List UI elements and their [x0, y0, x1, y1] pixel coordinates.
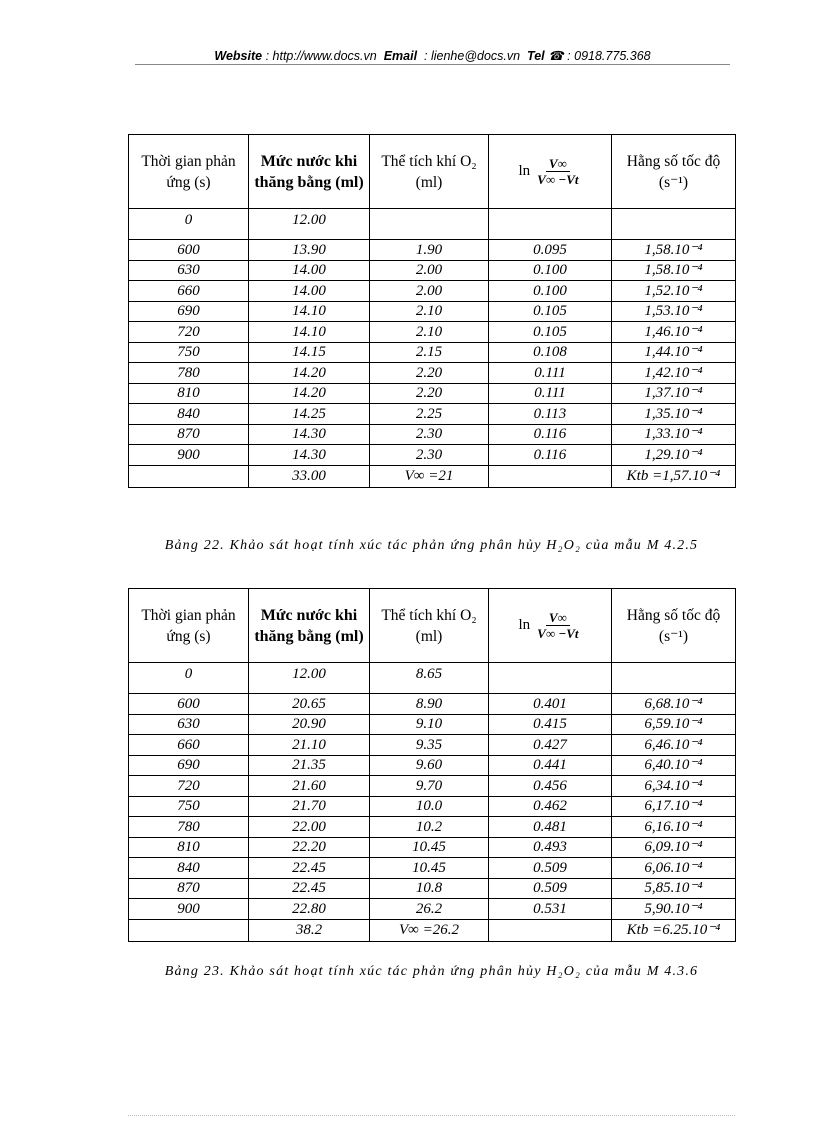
cell: 22.00 [249, 817, 370, 838]
cell [489, 209, 612, 240]
cell: 720 [129, 776, 249, 797]
cell: 810 [129, 837, 249, 858]
cell: 0.116 [489, 445, 612, 466]
cell: 2.10 [370, 301, 489, 322]
cell: 2.00 [370, 281, 489, 302]
table-row [129, 281, 736, 302]
cell: 6,59.10⁻⁴ [612, 714, 736, 735]
cell: 14.15 [249, 342, 370, 363]
cell: 8.90 [370, 694, 489, 715]
cell: 9.10 [370, 714, 489, 735]
cell: 1,58.10⁻⁴ [612, 240, 736, 261]
cell: 0.111 [489, 363, 612, 384]
cell: 10.8 [370, 878, 489, 899]
cell: 840 [129, 404, 249, 425]
header-gas-volume: Thể tích khí O₂ (ml) [370, 135, 489, 209]
cell: 0.100 [489, 260, 612, 281]
cell: 9.60 [370, 755, 489, 776]
table-row [129, 445, 736, 466]
cell: 0.456 [489, 776, 612, 797]
cell: 6,46.10⁻⁴ [612, 735, 736, 756]
cell: 14.25 [249, 404, 370, 425]
cell: 9.70 [370, 776, 489, 797]
cell: 13.90 [249, 240, 370, 261]
cell: 20.90 [249, 714, 370, 735]
table-row [129, 714, 736, 735]
table-row [129, 322, 736, 343]
cell [612, 663, 736, 694]
table-row [129, 240, 736, 261]
cell: 0.105 [489, 322, 612, 343]
cell: 2.00 [370, 260, 489, 281]
cell: 1,53.10⁻⁴ [612, 301, 736, 322]
cell: 0 [129, 663, 249, 694]
cell: Ktb =6.25.10⁻⁴ [612, 919, 736, 941]
table-row-summary [129, 919, 736, 941]
table-row [129, 735, 736, 756]
cell: 660 [129, 735, 249, 756]
cell [489, 465, 612, 487]
cell: 870 [129, 878, 249, 899]
cell: 14.20 [249, 363, 370, 384]
cell: 22.80 [249, 899, 370, 920]
cell: 12.00 [249, 209, 370, 240]
table-row [129, 796, 736, 817]
cell: 12.00 [249, 663, 370, 694]
cell: 630 [129, 714, 249, 735]
header-time: Thời gian phản ứng (s) [129, 589, 249, 663]
cell: 0.462 [489, 796, 612, 817]
email-address[interactable]: : lienhe@docs.vn [424, 49, 521, 63]
ln-prefix: ln [518, 163, 531, 179]
cell: 0 [129, 209, 249, 240]
cell: 10.0 [370, 796, 489, 817]
cell: 21.35 [249, 755, 370, 776]
cell: 0.509 [489, 858, 612, 879]
header-time: Thời gian phản ứng (s) [129, 135, 249, 209]
table-row [129, 837, 736, 858]
cell: 6,34.10⁻⁴ [612, 776, 736, 797]
table-row [129, 694, 736, 715]
cell: 1,42.10⁻⁴ [612, 363, 736, 384]
cell [489, 919, 612, 941]
cell: 750 [129, 342, 249, 363]
cell [370, 209, 489, 240]
website-label: Website [214, 49, 263, 63]
table-row-initial [129, 209, 736, 240]
table-row [129, 858, 736, 879]
cell: 1,44.10⁻⁴ [612, 342, 736, 363]
cell: 38.2 [249, 919, 370, 941]
cell [129, 919, 249, 941]
table-row-summary [129, 465, 736, 487]
table-23-caption: Bảng 23. Khảo sát hoạt tính xúc tác phản ứng phân hủy H₂O₂ của mẫu M 4.3.6 [164, 964, 699, 979]
cell: 0.481 [489, 817, 612, 838]
header-rate-constant: Hằng số tốc độ (s⁻¹) [612, 135, 736, 209]
cell: 600 [129, 240, 249, 261]
cell: 0.111 [489, 383, 612, 404]
cell: 1,52.10⁻⁴ [612, 281, 736, 302]
cell: 10.2 [370, 817, 489, 838]
cell: 780 [129, 817, 249, 838]
cell: 22.45 [249, 858, 370, 879]
table-row [129, 363, 736, 384]
cell [129, 465, 249, 487]
header-ln-ratio [489, 135, 612, 209]
header-water-level: Mức nước khi thăng bằng (ml) [249, 589, 370, 663]
cell: 630 [129, 260, 249, 281]
cell: 14.00 [249, 260, 370, 281]
cell: 6,16.10⁻⁴ [612, 817, 736, 838]
cell: 1.90 [370, 240, 489, 261]
cell: 2.20 [370, 383, 489, 404]
tel-number: ☎ : 0918.775.368 [548, 49, 651, 63]
cell: 6,68.10⁻⁴ [612, 694, 736, 715]
cell: 22.45 [249, 878, 370, 899]
table-row-initial [129, 663, 736, 694]
cell: 1,33.10⁻⁴ [612, 424, 736, 445]
table-header-row [129, 135, 736, 209]
cell: 1,46.10⁻⁴ [612, 322, 736, 343]
header-gas-volume: Thể tích khí O₂ (ml) [370, 589, 489, 663]
cell: 600 [129, 694, 249, 715]
cell: 1,58.10⁻⁴ [612, 260, 736, 281]
cell [489, 663, 612, 694]
table-23 [128, 588, 736, 942]
cell: 14.20 [249, 383, 370, 404]
table-row [129, 424, 736, 445]
cell: 20.65 [249, 694, 370, 715]
table-header-row [129, 589, 736, 663]
table-row [129, 899, 736, 920]
cell: 10.45 [370, 858, 489, 879]
table-row [129, 878, 736, 899]
cell: 0.531 [489, 899, 612, 920]
header-rate-constant: Hằng số tốc độ (s⁻¹) [612, 589, 736, 663]
page-bottom-divider [128, 1115, 735, 1116]
cell: 6,06.10⁻⁴ [612, 858, 736, 879]
cell: 0.095 [489, 240, 612, 261]
cell: 0.116 [489, 424, 612, 445]
header-ln-ratio [489, 589, 612, 663]
cell: 6,40.10⁻⁴ [612, 755, 736, 776]
cell: 870 [129, 424, 249, 445]
cell: 0.415 [489, 714, 612, 735]
cell: 14.10 [249, 301, 370, 322]
cell: 21.10 [249, 735, 370, 756]
header-divider [135, 64, 730, 65]
cell: 8.65 [370, 663, 489, 694]
website-url[interactable]: : http://www.docs.vn [265, 49, 377, 63]
cell: 5,90.10⁻⁴ [612, 899, 736, 920]
table-row [129, 404, 736, 425]
ln-prefix: ln [518, 617, 531, 633]
cell: 9.35 [370, 735, 489, 756]
cell: 900 [129, 445, 249, 466]
table-22-caption: Bảng 22. Khảo sát hoạt tính xúc tác phản ứng phân hủy H₂O₂ của mẫu M 4.2.5 [164, 538, 699, 553]
table-22 [128, 134, 736, 488]
cell: 1,37.10⁻⁴ [612, 383, 736, 404]
cell: 21.70 [249, 796, 370, 817]
table-row [129, 817, 736, 838]
cell: 690 [129, 301, 249, 322]
cell: 750 [129, 796, 249, 817]
cell: V∞ =26.2 [370, 919, 489, 941]
cell: 840 [129, 858, 249, 879]
cell: 26.2 [370, 899, 489, 920]
cell: 900 [129, 899, 249, 920]
cell: 2.10 [370, 322, 489, 343]
cell: 33.00 [249, 465, 370, 487]
cell: 0.401 [489, 694, 612, 715]
ln-numerator: V∞ [546, 156, 570, 172]
cell: 6,17.10⁻⁴ [612, 796, 736, 817]
page-header [135, 48, 730, 64]
cell: 720 [129, 322, 249, 343]
cell: 2.25 [370, 404, 489, 425]
cell: 2.20 [370, 363, 489, 384]
cell: 0.105 [489, 301, 612, 322]
cell: 14.30 [249, 445, 370, 466]
cell: 0.108 [489, 342, 612, 363]
cell: 1,29.10⁻⁴ [612, 445, 736, 466]
ln-denominator: V∞ −Vt [537, 626, 579, 641]
table-row [129, 342, 736, 363]
ln-numerator: V∞ [546, 610, 570, 626]
cell: 2.30 [370, 424, 489, 445]
cell: 2.30 [370, 445, 489, 466]
cell: 1,35.10⁻⁴ [612, 404, 736, 425]
cell: 0.509 [489, 878, 612, 899]
email-label: Email [383, 49, 418, 63]
header-water-level: Mức nước khi thăng bằng (ml) [249, 135, 370, 209]
ln-denominator: V∞ −Vt [537, 172, 579, 187]
table-row [129, 260, 736, 281]
cell: 5,85.10⁻⁴ [612, 878, 736, 899]
cell: 21.60 [249, 776, 370, 797]
table-row [129, 383, 736, 404]
cell: 6,09.10⁻⁴ [612, 837, 736, 858]
table-row [129, 776, 736, 797]
cell: 10.45 [370, 837, 489, 858]
cell: 690 [129, 755, 249, 776]
cell: 0.427 [489, 735, 612, 756]
cell: 660 [129, 281, 249, 302]
tel-label: Tel [527, 49, 545, 63]
cell: Ktb =1,57.10⁻⁴ [612, 465, 736, 487]
cell: 14.00 [249, 281, 370, 302]
cell [612, 209, 736, 240]
cell: V∞ =21 [370, 465, 489, 487]
cell: 2.15 [370, 342, 489, 363]
cell: 810 [129, 383, 249, 404]
cell: 14.10 [249, 322, 370, 343]
cell: 22.20 [249, 837, 370, 858]
cell: 780 [129, 363, 249, 384]
cell: 0.441 [489, 755, 612, 776]
cell: 0.493 [489, 837, 612, 858]
cell: 0.113 [489, 404, 612, 425]
cell: 0.100 [489, 281, 612, 302]
table-row [129, 755, 736, 776]
table-row [129, 301, 736, 322]
cell: 14.30 [249, 424, 370, 445]
